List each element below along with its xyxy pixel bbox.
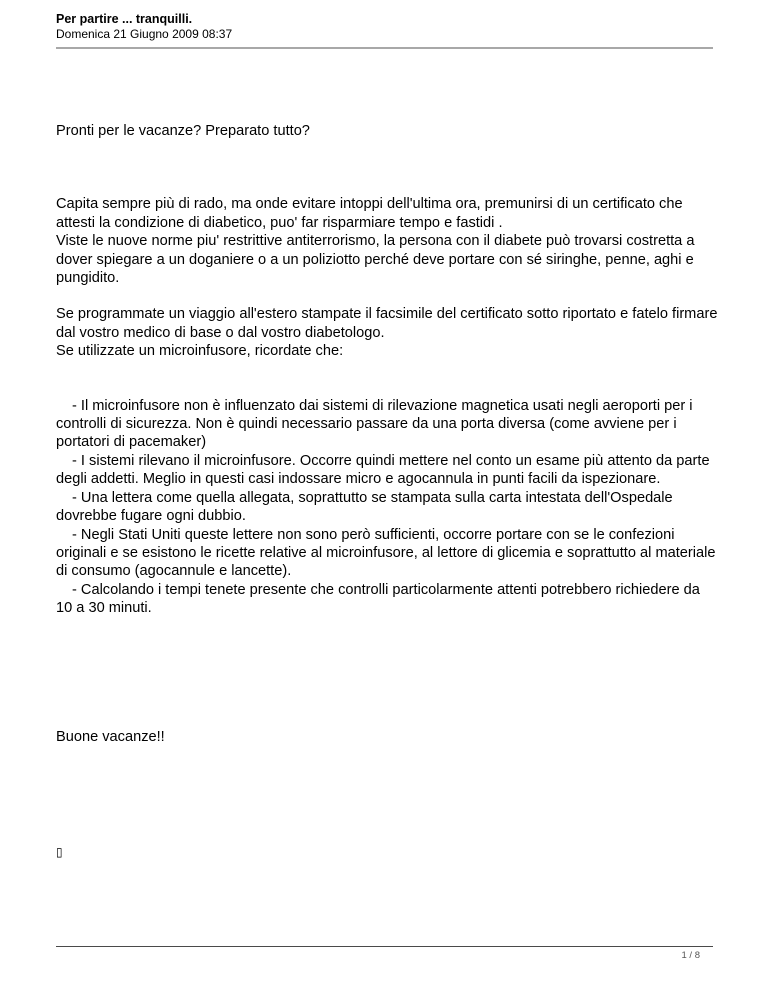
spacer [56, 746, 718, 844]
header-divider [56, 47, 713, 49]
footer-divider [56, 946, 713, 947]
paragraph-pump-intro: Se utilizzate un microinfusore, ricordate che: [56, 343, 344, 360]
advice-item: - I sistemi rilevano il microinfusore. Occorre quindi mettere nel conto un esame più attento da parte degli addetti. Meglio in questi casi indossare micro e agocannula in punti facili da ispezionare. [56, 452, 710, 488]
paragraph-antiterrorism: Viste le nuove norme piu' restrittive antiterrorismo, la persona con il diabete può trovarsi costretta a dover spiegare a un doganiere o a un poliziotto perché deve portare con sé siringhe, penne, aghi e pungidito. [56, 233, 695, 287]
intro-question: Pronti per le vacanze? Preparato tutto? [56, 123, 310, 139]
spacer [56, 361, 718, 397]
article-title: Per partire ... tranquilli. [56, 12, 193, 26]
advice-item: - Negli Stati Uniti queste lettere non sono però sufficienti, occorre portare con se le confezioni originali e se esistono le ricette relative al microinfusore, al lettore di glicemia e soprattutto al materiale di consumo (agocannule e lancette). [56, 526, 716, 580]
missing-glyph-icon: ▯ [56, 844, 63, 859]
advice-item: - Calcolando i tempi tenete presente che controlli particolarmente attenti potrebbero richiedere da 10 a 30 minuti. [56, 581, 700, 617]
spacer [56, 140, 718, 195]
spacer [56, 618, 718, 728]
advice-list [56, 397, 718, 618]
paragraph-certificate: Capita sempre più di rado, ma onde evitare intoppi dell'ultima ora, premunirsi di un certificato che attesti la condizione di diabetico, puo' far risparmiare tempo e fastidi . [56, 196, 683, 231]
advice-item: - Una lettera come quella allegata, soprattutto se stampata sulla carta intestata dell'Ospedale dovrebbe fugare ogni dubbio. [56, 489, 673, 525]
page-number: 1 / 8 [681, 950, 700, 961]
article-body [56, 122, 718, 860]
article-date: Domenica 21 Giugno 2009 08:37 [56, 27, 233, 41]
page-header [56, 12, 713, 42]
paragraph-travel-abroad: Se programmate un viaggio all'estero stampate il facsimile del certificato sotto riportato e fatelo firmare dal vostro medico di base o dal vostro diabetologo. [56, 306, 718, 341]
closing-greeting: Buone vacanze!! [56, 728, 165, 745]
advice-item: - Il microinfusore non è influenzato dai sistemi di rilevazione magnetica usati negli aeroporti per i controlli di sicurezza. Non è quindi necessario passare da una porta diversa (come avviene per i portatori di pacemaker) [56, 397, 693, 451]
spacer [56, 287, 718, 305]
